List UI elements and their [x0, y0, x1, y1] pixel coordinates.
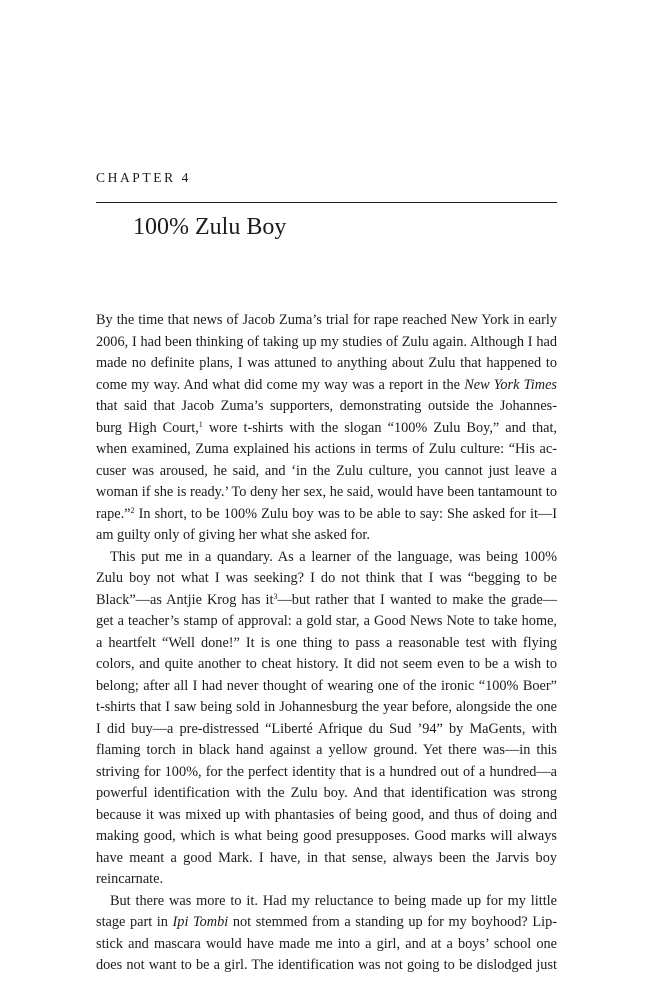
text-line: This put me in a quandary. As a learner of the language, was being 100%	[110, 548, 557, 565]
chapter-divider	[96, 202, 557, 203]
text-line: because it was mixed up with phantasies of being good, and thus of doing and	[96, 806, 557, 823]
text-line: come my way. And what did come my way was a report in the New York Times	[96, 376, 557, 393]
text-line: a heartfelt “Well done!” It is one thing to pass a reasonable test with flying	[96, 634, 557, 651]
text-line: made no definite plans, I was attuned to anything about Zulu that happened to	[96, 355, 557, 371]
text-line: belong; after all I had never thought of wearing one of the ironic “100% Boer”	[96, 677, 557, 694]
text-line: am guilty only of giving her what she asked for.	[96, 527, 370, 543]
text-line: striving for 100%, for the perfect identity that is a hundred out of a hundred—a	[96, 763, 557, 780]
text-line: that said that Jacob Zuma’s supporters, demonstrating outside the Johannes-	[96, 398, 557, 414]
text-line: 2006, I had been thinking of taking up my studies of Zulu again. Although I had	[96, 333, 557, 350]
text-line: have meant a good Mark. I have, in that sense, always been the Jarvis boy	[96, 849, 557, 866]
text-line: when examined, Zuma explained his actions in terms of Zulu culture: “His ac-	[96, 441, 557, 457]
text-line: rape.”$^2$ In short, to be 100% Zulu boy was to be able to say: She asked for it—I	[96, 505, 557, 522]
text-line: woman if she is ready.’ To deny her sex, he said, would have been tantamount to	[96, 484, 557, 500]
text-line: cuser was aroused, he said, and ‘in the Zulu culture, you cannot just leave a	[96, 462, 557, 479]
text-line: colors, and quite another to cheat history. It did not seem even to be a wish to	[96, 656, 557, 672]
text-line: making good, which is what being good presupposes. Good marks will always	[96, 828, 557, 844]
text-line: powerful identification with the Zulu boy. And that identification was strong	[96, 785, 557, 801]
text-line: I did buy—a pre-distressed “Liberté Afrique du Sud ’94” by MaGents, with	[96, 720, 557, 737]
text-line: stage part in Ipi Tombi not stemmed from a standing up for my boyhood? Lip-	[96, 914, 557, 930]
text-line: does not want to be a girl. The identification was not going to be dislodged just	[96, 957, 557, 973]
text-line: t-shirts that I saw being sold in Johannesburg the year before, alongside the one	[96, 699, 557, 715]
text-line: get a teacher’s stamp of approval: a gold star, a Good News Note to take home,	[96, 613, 557, 629]
text-line: Black”—as Antjie Krog has $it^3—but$ rather that I wanted to make the grade—	[96, 591, 557, 608]
text-line: But there was more to it. Had my reluctance to being made up for my little	[110, 892, 557, 909]
text-line: flaming torch in black hand against a yellow ground. Yet there was—in this	[96, 742, 557, 758]
chapter-label: CHAPTER 4	[96, 170, 192, 185]
text-line: burg High Court,$^1$ wore t-shirts with the slogan “100% Zulu Boy,” and that,	[96, 419, 557, 436]
text-line: By the time that news of Jacob Zuma’s trial for rape reached New York in early	[96, 312, 557, 328]
text-line: stick and mascara would have made me into a girl, and at a boys’ school one	[96, 935, 557, 952]
body-text	[96, 310, 557, 977]
text-line: reincarnate.	[96, 871, 164, 887]
chapter-title: 100% Zulu Boy	[133, 214, 287, 240]
text-line: Zulu boy not what I was seeking? I do not think that I was “begging to be	[96, 570, 557, 586]
